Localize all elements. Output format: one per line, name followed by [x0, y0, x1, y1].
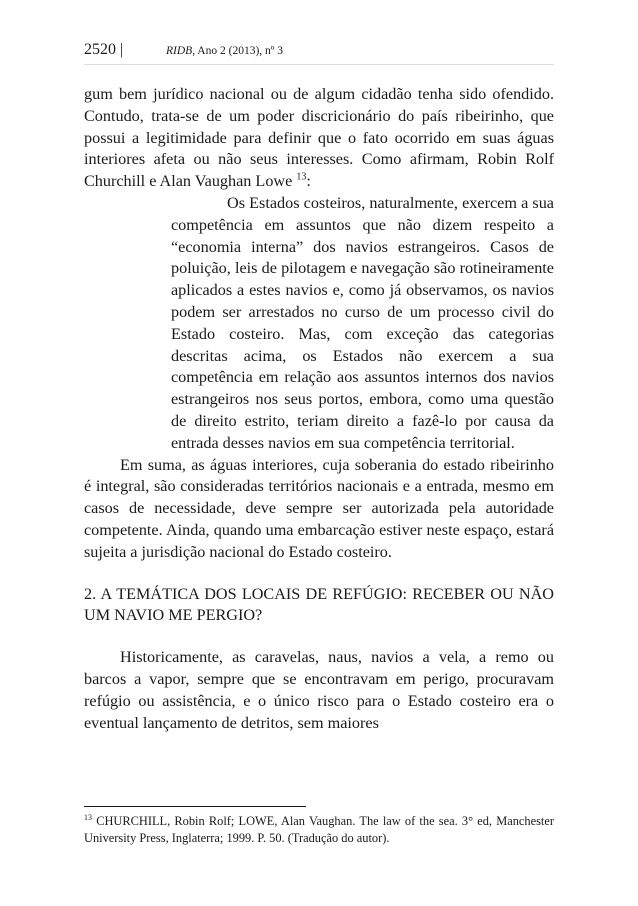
page-number: 2520 | [84, 41, 124, 58]
paragraph-1 [84, 84, 554, 193]
footnote-text: CHURCHILL, Robin Rolf; LOWE, Alan Vaughan. The law of the sea. 3° ed, Manchester University Press, Inglaterra; 1999. P. 50. (Tradução do autor). [84, 814, 554, 845]
paragraph-3: Historicamente, as caravelas, naus, navios a vela, a remo ou barcos a vapor, sempre que se encontravam em perigo, procuravam refúgio ou assistência, e o único risco para o Estado costeiro era o eventual lançamento de detritos, sem maiores [84, 648, 554, 732]
paragraph-1-end: : [306, 172, 311, 191]
footnote-number: 13 [84, 812, 92, 822]
main-text [84, 84, 554, 734]
footnote-reference: 13 [296, 171, 307, 183]
section-heading: 2. A TEMÁTICA DOS LOCAIS DE REFÚGIO: RECEBER OU NÃO UM NAVIO ME PERGIO? [84, 584, 554, 625]
journal-title: RIDB [166, 45, 193, 57]
journal-citation [166, 42, 283, 60]
running-header [84, 40, 554, 65]
footnote-divider [84, 806, 306, 807]
paragraph-2: Em suma, as águas interiores, cuja soberania do estado ribeirinho é integral, são consideradas territórios nacionais e a entrada, mesmo em casos de necessidade, deve sempre ser autorizada pela autoridade competente. Ainda, quando uma embarcação estiver neste espaço, estará sujeita a jurisdição nacional do Estado costeiro. [84, 455, 554, 561]
paragraph-1-text: gum bem jurídico nacional ou de algum cidadão tenha sido ofendido. Contudo, trata-se de um poder discricionário do país ribeirinho, que possui a legitimidade para definir que o fato ocorrido em suas águas interiores afeta ou não seus interesses. Como afirmam, Robin Rolf Churchill e Alan Vaughan Lowe [84, 85, 554, 191]
block-quote: Os Estados costeiros, naturalmente, exercem a sua competência em assuntos que não dizem respeito a “economia interna” dos navios estrangeiros. Casos de poluição, leis de pilotagem e navegação são rotineiramente aplicados a estes navios e, como já observamos, os navios podem ser arrestados no curso de um processo civil do Estado costeiro. Mas, com exceção das categorias descritas acima, os Estados não exercem a sua competência em relação aos assuntos internos dos navios estrangeiros nos seus portos, embora, como uma questão de direito estrito, teriam direito a fazê-lo por causa da entrada desses navios em sua competência territorial. [171, 193, 554, 452]
footnote [84, 813, 554, 847]
journal-issue: , Ano 2 (2013), nº 3 [192, 45, 283, 57]
